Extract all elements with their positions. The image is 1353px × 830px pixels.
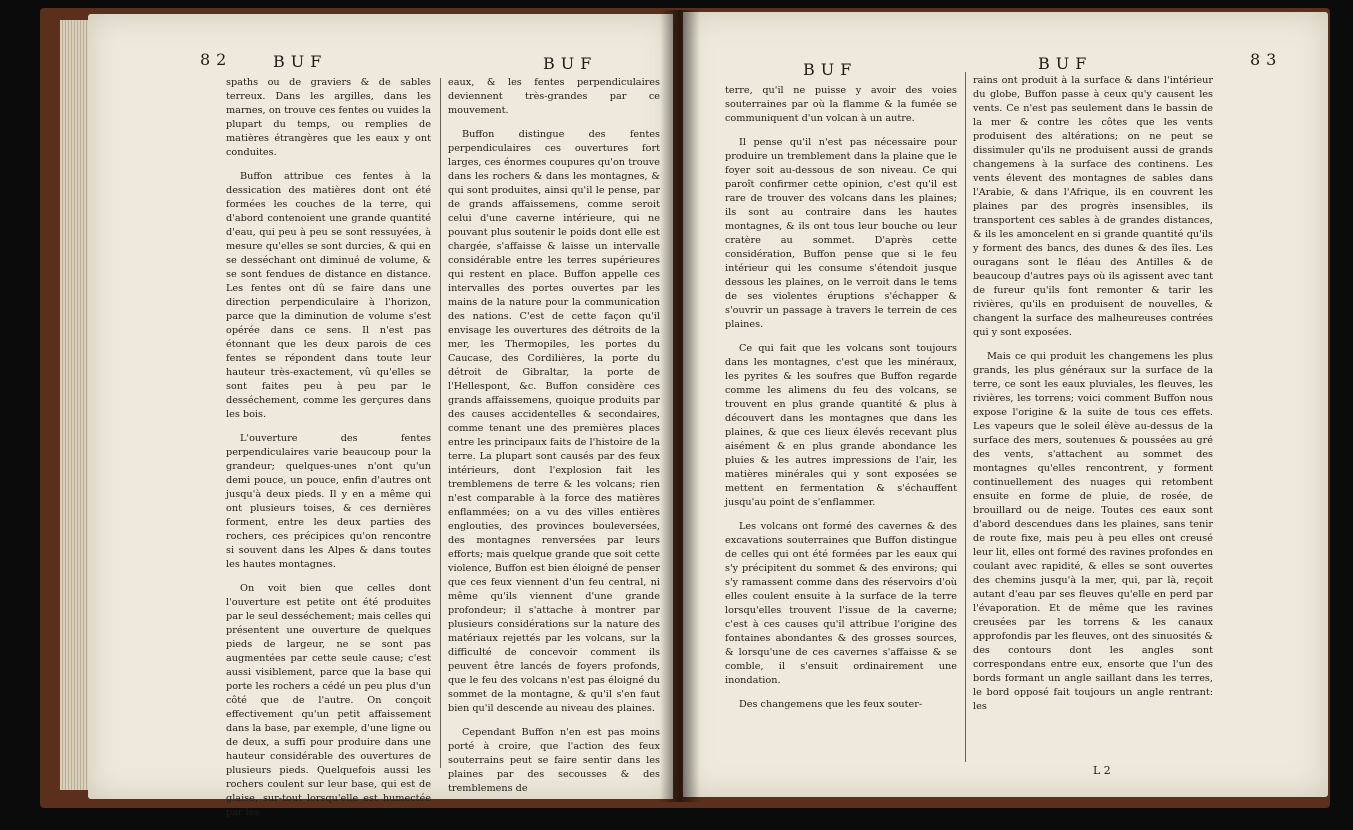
right-running-head-1: BUF xyxy=(803,60,858,79)
paragraph: terre, qu'il ne puisse y avoir des voies souterraines par où la flamme & la fumée se communiquent d'un volcan à un autre. xyxy=(725,85,957,124)
paragraph: Buffon attribue ces fentes à la dessication des matières dont ont été formées les couches de la terre, qui d'abord contenoient une grande quantité d'eau, qui peu à peu se sont ressuyées, à mesure qu'elles se sont durcies, & qui en se desséchant ont diminué de volume, & se sont fendues de distance en distance. Les fentes ont dû se faire dans une direction perpendiculaire à l'horizon, parce que la diminution de volume s'est opérée dans ce sens. Il n'est pas étonnant que les deux parois de ces fentes se répondent dans toute leur hauteur très-exactement, vû qu'elles se sont faites peu à peu par le desséchement, comme les gerçures dans les bois. xyxy=(226,171,431,420)
paragraph: Ce qui fait que les volcans sont toujours dans les montagnes, c'est que les minéraux, les pyrites & les soufres que Buffon regarde comme les alimens du feu des volcans, se trouvent en plus grande quantité & plus à découvert dans les montagnes que dans les plaines, & que ces lieux élevés recevant plus aisément & en plus grande abondance les pluies & les autres impressions de l'air, les matières minérales qui y sont exposées se mettent en fermentation & s'échauffent jusqu'au point de s'enflammer. xyxy=(725,343,957,508)
paragraph: Les volcans ont formé des cavernes & des excavations souterraines que Buffon distingue de celles qui ont été formées par les eaux qui s'y précipitent du sommet & des environs; qui s'y ramassent comme dans des réservoirs d'où elles coulent ensuite à la surface de la terre lorsqu'elles trouvent l'issue de la caverne; c'est à ces causes qu'il attribue l'origine des fontaines abondantes & des grosses sources, & lorsqu'une de ces cavernes s'affaisse & se comble, il s'ensuit ordinairement une inondation. xyxy=(725,521,957,686)
signature-mark: L 2 xyxy=(1093,764,1111,777)
right-column-2 xyxy=(973,74,1213,724)
paragraph: Buffon distingue des fentes perpendiculaires ces ouvertures fort larges, ces énormes coupures qu'on trouve dans les rochers & dans les montagnes, & qui sont produites, ainsi qu'il le pense, par de grands affaissemens, comme seroit celui d'une caverne intérieure, qui ne pouvant plus soutenir le poids dont elle est chargée, s'affaisse & laisse un intervalle considérable entre les terres supérieures qui restent en place. Buffon appelle ces intervalles des portes ouvertes par les mains de la nature pour la communication des nations. C'est de cette façon qu'il envisage les ouvertures des détroits de la mer, les Thermopiles, les portes du Caucase, des Cordilières, la porte du détroit de Gibraltar, la porte de l'Hellespont, &c. Buffon considère ces grands affaissemens, quoique produits par des causes accidentelles & secondaires, comme tenant une des premières places entre les principaux faits de l'histoire de la terre. La plupart sont causés par des feux intérieurs, dont l'explosion fait les tremblemens de terre & les volcans; rien n'est comparable à la force des matières enflammées; on a vu des villes entières englouties, des provinces bouleversées, des montagnes renversées par leurs efforts; mais quelque grande que soit cette violence, Buffon est bien éloigné de penser que ces feux viennent d'un feu central, ni même qu'ils viennent d'une grande profondeur; il s'attache à montrer par plusieurs considérations sur la nature des matériaux rejettés par les volcans, sur la difficulté de concevoir comment ils peuvent être lancés de foyers profonds, que le feu des volcans n'est pas éloigné du sommet de la montagne, & qu'il s'en faut bien qu'il descende au niveau des plaines. xyxy=(448,129,660,714)
left-running-head-2: BUF xyxy=(543,54,598,73)
paragraph: Il pense qu'il n'est pas nécessaire pour produire un tremblement dans la plaine que le foyer soit au-dessous de son niveau. Ce qui paroît confirmer cette opinion, c'est qu'il est rare de trouver des volcans dans les plaines; ils sont au contraire dans les hautes montagnes, & ils ont tous leur bouche ou leur cratère au sommet. D'après cette considération, Buffon pense que si le feu intérieur qui les consume s'étendoit jusque dessous les plaines, on le verroit dans le tems de ses violentes éruptions s'échapper & s'ouvrir un passage à travers le terrein de ces plaines. xyxy=(725,137,957,330)
column-rule xyxy=(965,72,966,762)
paragraph: eaux, & les fentes perpendiculaires deviennent très-grandes par ce mouvement. xyxy=(448,77,660,116)
paragraph: Mais ce qui produit les changemens les plus grands, les plus généraux sur la surface de la terre, ce sont les eaux pluviales, les fleuves, les rivières, les torrens; voici comment Buffon nous expose l'origine & la suite de tous ces effets. Les vapeurs que le soleil élève au-dessus de la surface des mers, soutenues & poussées au gré des vents, s'attachent au sommet des montagnes qu'elles rencontrent, y forment continuellement des nuages qui retombent ensuite en forme de pluie, de rosée, de brouillard ou de neige. Toutes ces eaux sont d'abord descendues dans les plaines, sans tenir de route fixe, mais peu à peu elles ont creusé leur lit, elles ont formé des ravines profondes en coulant avec rapidité, & elles se sont ouvertes des chemins jusqu'à la mer, qui, par là, reçoit autant d'eau par ses fleuves qu'elle en perd par l'évaporation. Et de même que les ravines creusées par les torrens & les canaux approfondis par les fleuves, ont des sinuosités & des contours dont les angles sont correspondans entre eux, ensorte que l'un des bords formant un angle saillant dans les terres, le bord opposé fait toujours un angle rentrant: les xyxy=(973,351,1213,712)
paragraph: Cependant Buffon n'en est pas moins porté à croire, que l'action des feux souterrains peut se faire sentir dans les plaines par des secousses & des tremblemens de xyxy=(448,727,660,794)
paragraph: L'ouverture des fentes perpendiculaires varie beaucoup pour la grandeur; quelques-unes n'ont qu'un demi pouce, un pouce, enfin d'autres ont jusqu'à deux pieds. Il y en a même qui ont plusieurs toises, & ces dernières forment, entre les deux parties des rochers, ces précipices qu'on rencontre si souvent dans les Alpes & dans toutes les hautes montagnes. xyxy=(226,433,431,570)
left-page xyxy=(88,14,673,818)
column-rule xyxy=(440,78,441,768)
paragraph: spaths ou de graviers & de sables terreux. Dans les argilles, dans les marnes, on trouve ces fentes ou vuides la plupart du temps, ou remplies de matières étrangères que les eaux y ont conduites. xyxy=(226,77,431,158)
paragraph: Des changemens que les feux souter- xyxy=(739,699,923,710)
left-column-2 xyxy=(448,76,660,806)
left-column-1 xyxy=(226,76,431,830)
left-running-head-1: BUF xyxy=(273,52,328,71)
page-edges xyxy=(60,20,90,790)
book-gutter xyxy=(660,10,700,802)
right-page xyxy=(683,12,1328,797)
left-page-number: 82 xyxy=(200,50,233,69)
paragraph: rains ont produit à la surface & dans l'intérieur du globe, Buffon passe à ceux qu'y causent les vents. Ce n'est pas seulement dans le bassin de la mer & contre les côtes que les vents produisent des altérations; on ne peut se dissimuler qu'ils ne produisent aussi de grands changemens à la surface des continens. Les vents élevent des montagnes de sables dans l'Arabie, & dans l'Afrique, ils en couvrent les plaines par des progrès insensibles, ils transportent ces sables à de grandes distances, & ils les amoncelent en si grande quantité qu'ils y forment des bancs, des dunes & des îles. Les ouragans sont le fléau des Antilles & de beaucoup d'autres pays où ils agissent avec tant de fureur qu'ils font remonter & tarir les rivières, qu'ils en produisent de nouvelles, & changent la surface des malheureuses contrées qui y sont exposées. xyxy=(973,75,1213,338)
right-column-1 xyxy=(725,84,957,722)
paragraph: On voit bien que celles dont l'ouverture est petite ont été produites par le seul desséchement; mais celles qui présentent une ouverture de quelques pieds de largeur, ne se sont pas augmentées par cette seule cause; c'est aussi visiblement, parce que la base qui porte les rochers a cédé un peu plus d'un côté que de l'autre. On conçoit effectivement qu'un petit affaissement dans la base, par exemple, d'une ligne ou de deux, a suffi pour produire dans une hauteur considérable des ouvertures de plusieurs pieds. Quelquefois aussi les rochers coulent sur leur base, qui est de glaise, sur-tout lorsqu'elle est humectée par les xyxy=(226,583,431,818)
right-page-number: 83 xyxy=(1250,50,1283,69)
right-running-head-2: BUF xyxy=(1038,54,1093,73)
